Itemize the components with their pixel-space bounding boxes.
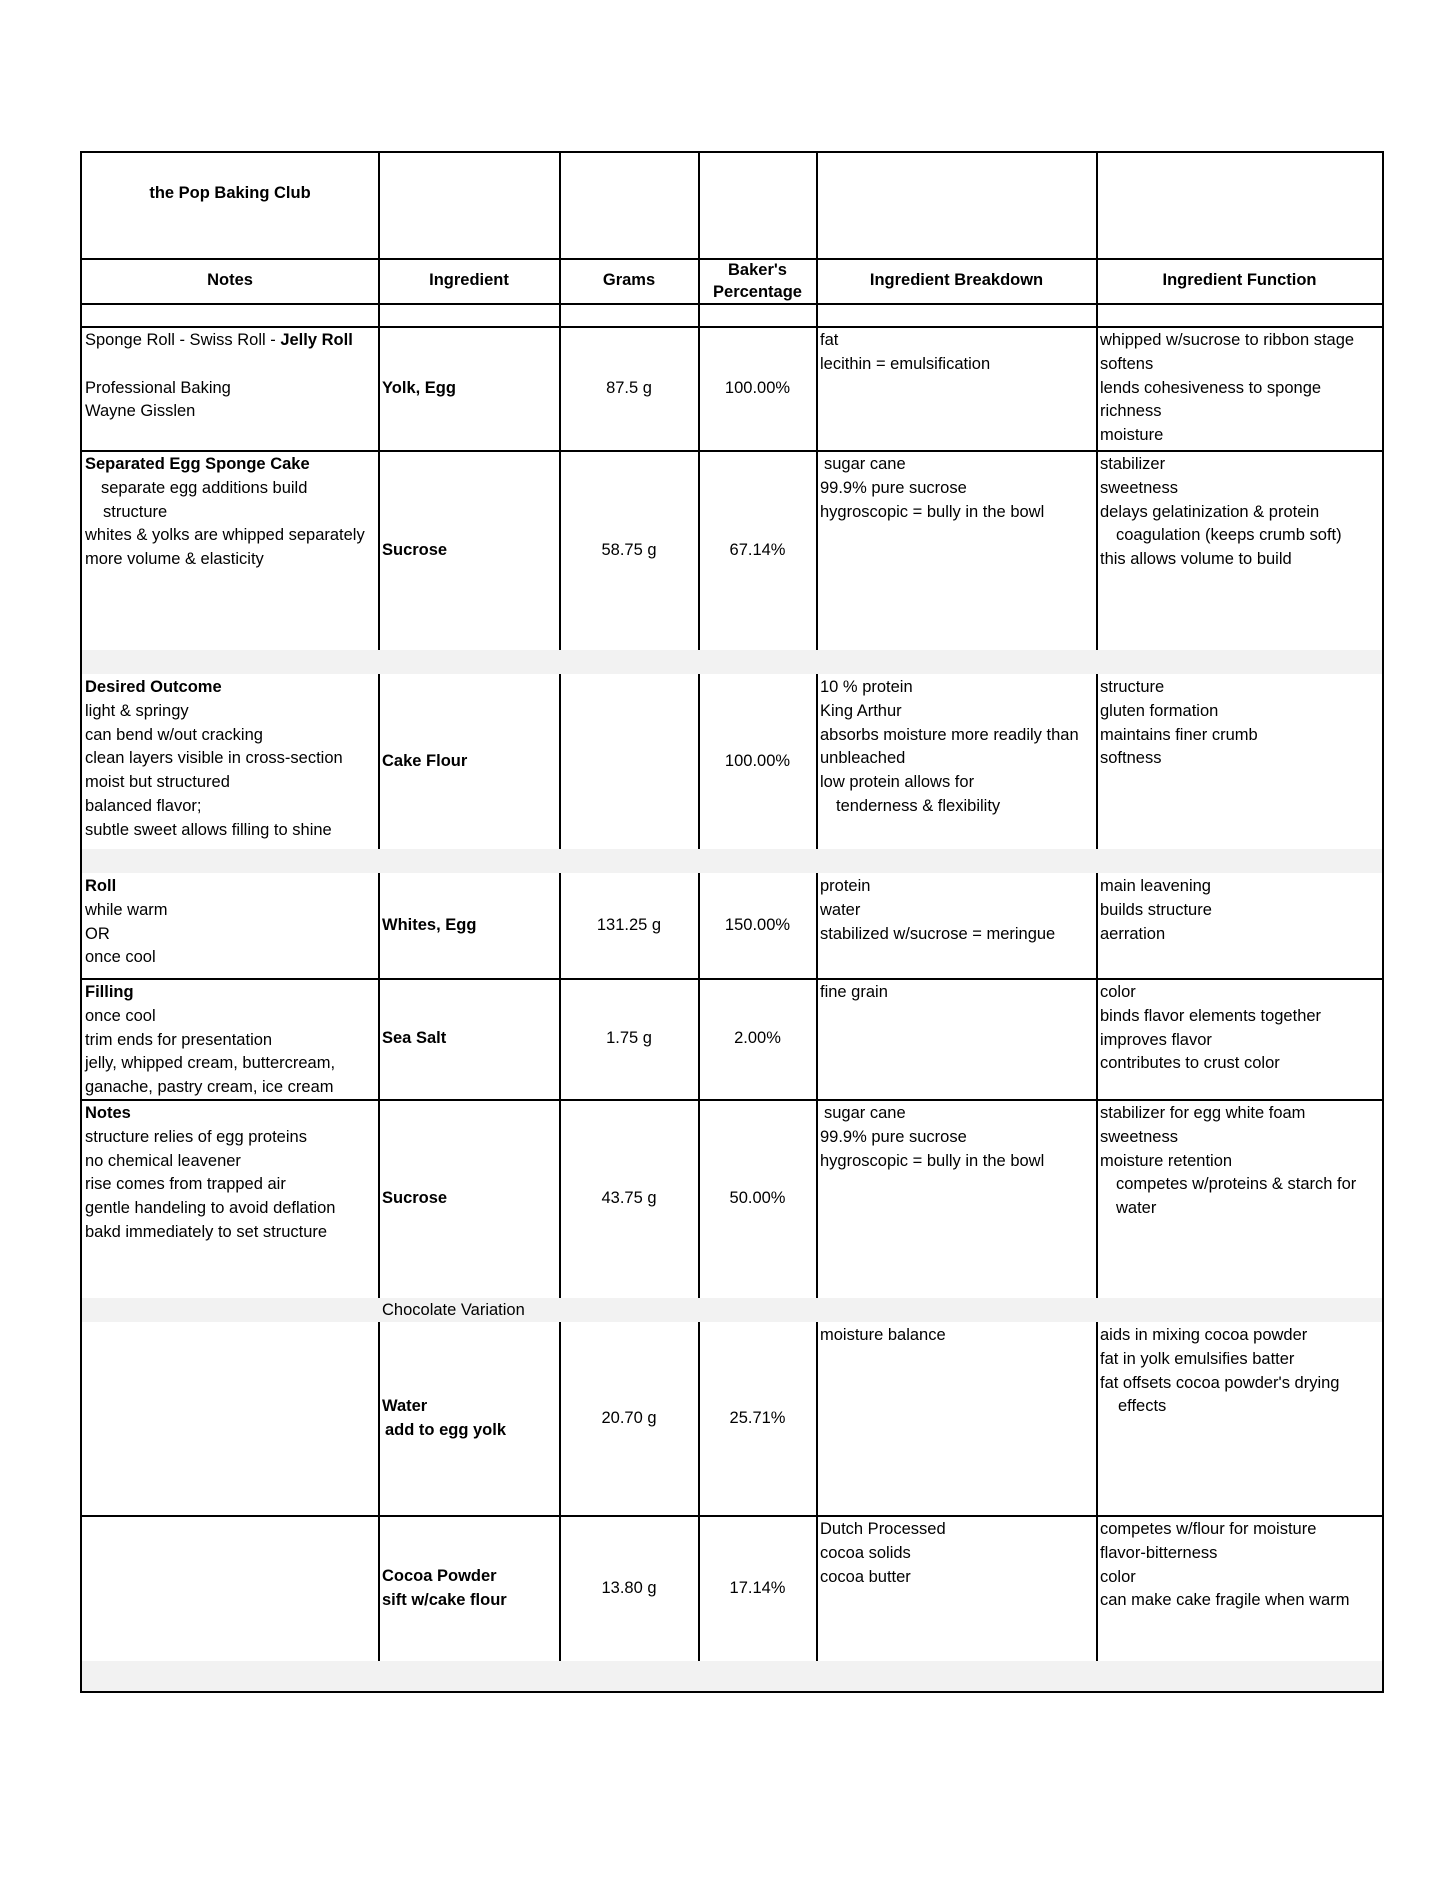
- function-item: stabilizer for egg white foam: [1100, 1104, 1306, 1122]
- ingredient-note: sift w/cake flour: [382, 1590, 507, 1609]
- variation-ingredient-water: [379, 1322, 559, 1515]
- ingredient-name: Whites, Egg: [382, 915, 477, 934]
- breakdown-item: fat: [820, 331, 839, 349]
- notes-line: subtle sweet allows filling to shine: [85, 820, 332, 839]
- bakers-percentage-value: 67.14%: [729, 540, 786, 559]
- notes-line: separate egg additions build: [101, 478, 308, 497]
- notes-line: trim ends for presentation: [85, 1030, 273, 1049]
- notes-title: Notes: [85, 1104, 131, 1122]
- breakdown-item: absorbs moisture more readily than: [820, 725, 1079, 744]
- function-item: structure: [1100, 678, 1165, 696]
- breakdown-list: [817, 979, 1096, 1099]
- function-item: contributes to crust color: [1100, 1054, 1280, 1073]
- function-list: [1097, 1516, 1382, 1661]
- breakdown-item: 99.9% pure sucrose: [820, 478, 967, 497]
- notes-title: Roll: [85, 877, 117, 895]
- notes-line: more volume & elasticity: [85, 550, 264, 569]
- function-item: color: [1100, 983, 1136, 1001]
- breakdown-item: water: [820, 900, 861, 919]
- spacer-band: [82, 650, 1382, 674]
- grams-value: 13.80 g: [601, 1578, 657, 1597]
- function-item: fat in yolk emulsifies batter: [1100, 1349, 1295, 1368]
- function-item: whipped w/sucrose to ribbon stage: [1100, 331, 1355, 349]
- function-list: [1097, 1322, 1382, 1515]
- variation-ingredient-cocoa: [379, 1516, 559, 1661]
- bakers-percentage-value: 150.00%: [724, 915, 791, 934]
- function-item: aerration: [1100, 924, 1166, 943]
- breakdown-list: [817, 873, 1096, 978]
- breakdown-item: lecithin = emulsification: [820, 354, 991, 373]
- spacer-band: [82, 849, 1382, 873]
- notes-line: light & springy: [85, 701, 189, 720]
- function-list: [1097, 327, 1382, 450]
- grams-value: 20.70 g: [601, 1408, 657, 1427]
- recipe-sheet: [80, 151, 1384, 1693]
- notes-line: balanced flavor;: [85, 796, 202, 815]
- bakers-percentage-value: 100.00%: [724, 751, 791, 770]
- function-list: [1097, 873, 1382, 978]
- header-ingredient: Ingredient: [429, 271, 509, 290]
- function-item: competes w/flour for moisture: [1100, 1520, 1317, 1538]
- bakers-percentage-value: 2.00%: [734, 1029, 781, 1048]
- ingredient-name: Sucrose: [382, 540, 448, 559]
- function-list: [1097, 979, 1382, 1099]
- function-item: effects: [1118, 1397, 1167, 1416]
- notes-line: OR: [85, 924, 110, 943]
- ingredient-name: Water: [382, 1396, 428, 1415]
- function-item: moisture retention: [1100, 1151, 1233, 1170]
- function-item: fat offsets cocoa powder's drying: [1100, 1373, 1340, 1392]
- breakdown-item: sugar cane: [824, 1104, 906, 1122]
- function-item: sweetness: [1100, 1127, 1178, 1146]
- breakdown-item: stabilized w/sucrose = meringue: [820, 924, 1056, 943]
- grams-value: 43.75 g: [601, 1189, 657, 1208]
- breakdown-item: moisture balance: [820, 1326, 946, 1344]
- function-item: sweetness: [1100, 478, 1178, 497]
- function-item: aids in mixing cocoa powder: [1100, 1326, 1308, 1344]
- footer-band: [82, 1661, 1382, 1691]
- function-item: competes w/proteins & starch for: [1116, 1175, 1357, 1194]
- notes-title: Filling: [85, 983, 134, 1001]
- notes-line: once cool: [85, 948, 156, 967]
- function-item: softness: [1100, 749, 1162, 768]
- function-item: softens: [1100, 354, 1154, 373]
- function-item: improves flavor: [1100, 1030, 1212, 1049]
- breakdown-item: unbleached: [820, 749, 906, 768]
- notes-title: Sponge Roll - Swiss Roll -: [85, 331, 281, 349]
- header-notes: Notes: [207, 271, 253, 290]
- notes-line: Professional Baking: [85, 378, 231, 397]
- header-function: Ingredient Function: [1162, 271, 1317, 290]
- grams-value: 131.25 g: [596, 915, 662, 934]
- bakers-percentage-value: 100.00%: [724, 378, 791, 397]
- grams-value: 1.75 g: [606, 1029, 652, 1048]
- function-item: this allows volume to build: [1100, 550, 1292, 569]
- breakdown-item: hygroscopic = bully in the bowl: [820, 1151, 1045, 1170]
- breakdown-item: tenderness & flexibility: [836, 796, 1001, 815]
- function-item: can make cake fragile when warm: [1100, 1591, 1350, 1610]
- breakdown-item: 99.9% pure sucrose: [820, 1127, 967, 1146]
- function-item: richness: [1100, 402, 1162, 421]
- function-item: water: [1116, 1199, 1157, 1218]
- row-sucrose-notes: [82, 451, 378, 650]
- function-item: main leavening: [1100, 877, 1211, 895]
- notes-line: ganache, pastry cream, ice cream: [85, 1078, 334, 1097]
- bakers-percentage-value: 17.14%: [729, 1578, 786, 1597]
- breakdown-item: low protein allows for: [820, 773, 975, 792]
- function-item: moisture: [1100, 426, 1164, 445]
- function-item: binds flavor elements together: [1100, 1006, 1322, 1025]
- notes-title: Desired Outcome: [85, 678, 222, 696]
- row-sea-salt-notes: [82, 979, 378, 1099]
- header-bakers-line1: Baker's: [728, 261, 787, 279]
- breakdown-list: [817, 674, 1096, 849]
- ingredient-note: add to egg yolk: [385, 1420, 507, 1439]
- function-item: flavor-bitterness: [1100, 1543, 1218, 1562]
- notes-line: Wayne Gisslen: [85, 402, 196, 421]
- ingredient-name: Yolk, Egg: [382, 378, 456, 397]
- notes-line: structure: [103, 502, 168, 521]
- ingredient-name: Sucrose: [382, 1189, 448, 1208]
- notes-title-bold: Jelly Roll: [280, 331, 353, 349]
- notes-line: clean layers visible in cross-section: [85, 749, 343, 768]
- breakdown-item: cocoa butter: [820, 1567, 911, 1586]
- function-item: lends cohesiveness to sponge: [1100, 378, 1322, 397]
- function-list: [1097, 451, 1382, 650]
- bakers-percentage-value: 25.71%: [729, 1408, 786, 1427]
- breakdown-item: 10 % protein: [820, 678, 913, 696]
- breakdown-item: protein: [820, 877, 871, 895]
- bakers-percentage-value: 50.00%: [729, 1189, 786, 1208]
- notes-line: while warm: [85, 900, 168, 919]
- function-item: stabilizer: [1100, 455, 1166, 473]
- notes-line: once cool: [85, 1006, 156, 1025]
- function-item: color: [1100, 1567, 1136, 1586]
- notes-line: no chemical leavener: [85, 1151, 241, 1170]
- breakdown-item: hygroscopic = bully in the bowl: [820, 502, 1045, 521]
- row-yolk-notes: [82, 327, 378, 450]
- grams-value: 87.5 g: [606, 378, 652, 397]
- header-grams: Grams: [602, 271, 656, 290]
- club-title: the Pop Baking Club: [149, 184, 311, 203]
- function-item: builds structure: [1100, 900, 1212, 919]
- breakdown-list: [817, 1516, 1096, 1661]
- breakdown-item: King Arthur: [820, 701, 902, 720]
- row-cake-flour-notes: [82, 674, 378, 849]
- notes-line: structure relies of egg proteins: [85, 1127, 307, 1146]
- notes-line: rise comes from trapped air: [85, 1175, 286, 1194]
- breakdown-item: fine grain: [820, 983, 888, 1001]
- chocolate-variation-label: Chocolate Variation: [382, 1301, 525, 1319]
- breakdown-item: cocoa solids: [820, 1543, 911, 1562]
- notes-line: whites & yolks are whipped separately: [85, 526, 365, 545]
- ingredient-name: Cocoa Powder: [382, 1566, 497, 1585]
- header-breakdown: Ingredient Breakdown: [869, 271, 1044, 290]
- variation-band: [82, 1298, 1382, 1322]
- breakdown-list: [817, 1322, 1096, 1515]
- header-bakers-percentage: [699, 259, 816, 303]
- function-item: maintains finer crumb: [1100, 725, 1258, 744]
- notes-line: moist but structured: [85, 773, 230, 792]
- breakdown-item: sugar cane: [824, 455, 906, 473]
- grams-value: 58.75 g: [601, 540, 657, 559]
- breakdown-list: [817, 327, 1096, 450]
- ingredient-name: Cake Flour: [382, 751, 468, 770]
- breakdown-item: Dutch Processed: [820, 1520, 946, 1538]
- row-sucrose-2-notes: [82, 1100, 378, 1298]
- row-whites-notes: [82, 873, 378, 978]
- notes-line: bakd immediately to set structure: [85, 1222, 328, 1241]
- notes-line: jelly, whipped cream, buttercream,: [85, 1054, 336, 1073]
- grams-value: [560, 674, 698, 849]
- breakdown-list: [817, 451, 1096, 650]
- function-item: gluten formation: [1100, 701, 1219, 720]
- header-bakers-line2: Percentage: [713, 283, 802, 301]
- function-item: coagulation (keeps crumb soft): [1116, 526, 1342, 545]
- breakdown-list: [817, 1100, 1096, 1298]
- notes-line: gentle handeling to avoid deflation: [85, 1199, 336, 1218]
- ingredient-name: Sea Salt: [382, 1029, 447, 1048]
- notes-line: can bend w/out cracking: [85, 725, 263, 744]
- function-item: delays gelatinization & protein: [1100, 502, 1320, 521]
- function-list: [1097, 1100, 1382, 1298]
- notes-title: Separated Egg Sponge Cake: [85, 455, 310, 473]
- function-list: [1097, 674, 1382, 849]
